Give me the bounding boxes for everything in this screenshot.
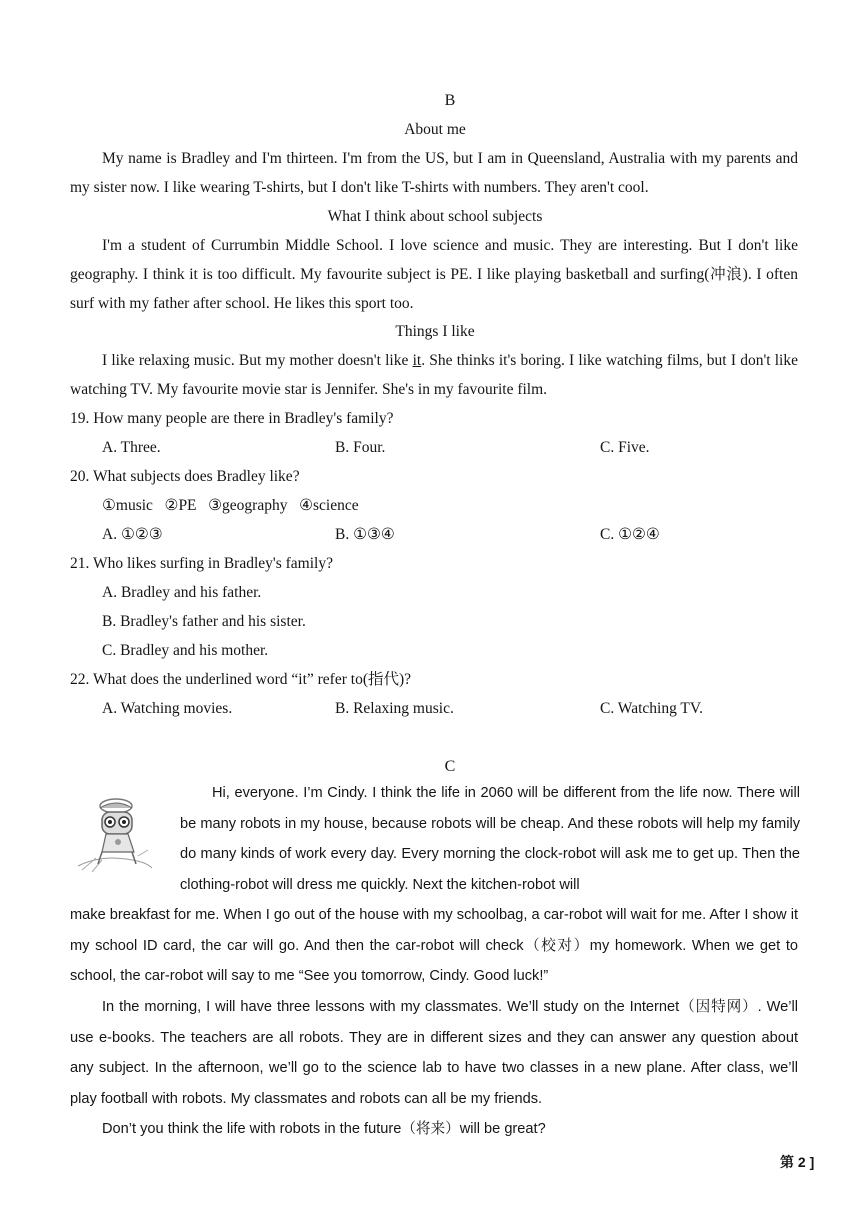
q20-option-a[interactable]: A. ①②③	[102, 526, 163, 543]
q22-option-b[interactable]: B. Relaxing music.	[335, 700, 454, 717]
p3-part-a: I like relaxing music. But my mother doesn't like	[102, 352, 413, 369]
q19-option-c[interactable]: C. Five.	[600, 439, 650, 456]
section-b-paragraph-2: I'm a student of Currumbin Middle School. I love science and music. They are interesting. But I don't like geography. I think it is too difficult. My favourite subject is PE. I like playing basketball and surfing(冲浪). I often surf with my father after school. He likes this sport too.	[70, 237, 798, 312]
q19-option-b[interactable]: B. Four.	[335, 439, 386, 456]
section-b-title-subjects: What I think about school subjects	[327, 208, 543, 225]
q21-option-a[interactable]: A. Bradley and his father.	[102, 584, 262, 601]
q22-option-c[interactable]: C. Watching TV.	[600, 700, 703, 717]
q20-subject-items: ①music ②PE ③geography ④science	[102, 497, 359, 514]
q21-option-b[interactable]: B. Bradley's father and his sister.	[102, 613, 306, 630]
section-b-paragraph-1: My name is Bradley and I'm thirteen. I'm from the US, but I am in Queensland, Australia with my parents and my sister now. I like wearing T-shirts, but I don't like T-shirts with numbers. They aren't cool.	[70, 150, 798, 196]
robot-illustration	[72, 792, 156, 876]
page-number: 第 2 ]	[780, 1154, 815, 1170]
q20-option-b[interactable]: B. ①③④	[335, 526, 395, 543]
section-c-paragraph-1-wrapped: Hi, everyone. I’m Cindy. I think the life in 2060 will be different from the life now. There will be many robots in my house, because robots will be cheap. And these robots will help my family do many kinds of work every day. Every morning the clock-robot will ask me to get up. Then the clothing-robot will dress me quickly. Next the kitchen-robot will	[180, 785, 800, 893]
q22-option-a[interactable]: A. Watching movies.	[102, 700, 233, 717]
q20-option-c[interactable]: C. ①②④	[600, 526, 660, 543]
question-21: 21. Who likes surfing in Bradley's family?	[70, 555, 333, 572]
q19-option-a[interactable]: A. Three.	[102, 439, 161, 456]
section-b-paragraph-3	[70, 346, 798, 404]
underlined-word-it: it	[412, 352, 422, 369]
section-b-letter: B	[444, 92, 456, 109]
section-b-title-about-me: About me	[404, 121, 466, 138]
section-c-letter: C	[444, 758, 456, 775]
section-c-paragraph-3: Don’t you think the life with robots in the future（将来）will be great?	[102, 1121, 546, 1137]
question-22: 22. What does the underlined word “it” refer to(指代)?	[70, 671, 412, 688]
section-c-paragraph-2: In the morning, I will have three lessons with my classmates. We’ll study on the Internet（因特网）. We’ll use e-books. The teachers are all robots. They are in different sizes and they can answer any question about any subject. In the afternoon, we’ll go to the science lab to have two classes in a new plane. After class, we’ll play football with robots. My classmates and robots can all be my friends.	[70, 999, 798, 1107]
section-b-title-things: Things I like	[395, 323, 475, 340]
p3-part-b: . She thinks it's boring. I like watching films, but I don't like watching TV. My favourite movie star is Jennifer. She's in my favourite film.	[70, 352, 798, 398]
section-c-paragraph-1-continued: make breakfast for me. When I go out of the house with my schoolbag, a car-robot will wait for me. After I show it my school ID card, the car will go. And then the car-robot will check（校对）my homework. When we get to school, the car-robot will say to me “See you tomorrow, Cindy. Good luck!”	[70, 907, 798, 984]
question-20: 20. What subjects does Bradley like?	[70, 468, 300, 485]
question-19: 19. How many people are there in Bradley's family?	[70, 410, 394, 427]
q21-option-c[interactable]: C. Bradley and his mother.	[102, 642, 269, 659]
